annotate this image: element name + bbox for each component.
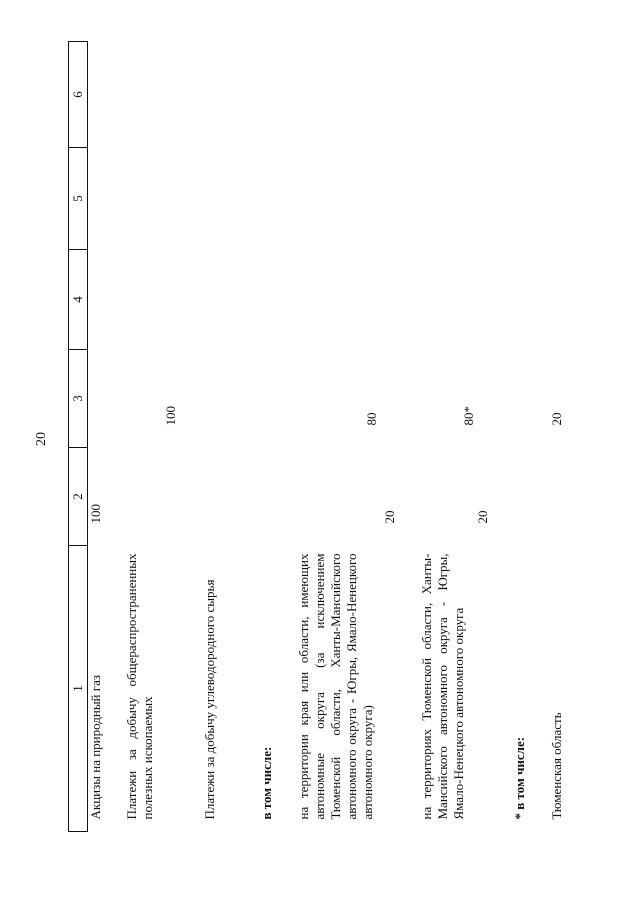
table-row [296, 42, 400, 832]
value-cell [88, 148, 106, 250]
value-cell [419, 148, 493, 250]
table-row [202, 42, 240, 832]
value-cell [88, 250, 106, 350]
row-label: Акцизы на природный газ [88, 674, 103, 820]
value-cell: 80* [461, 406, 476, 426]
value-cell [512, 350, 530, 448]
row-label: Платежи за добычу углеводородного сырья [202, 579, 217, 820]
row-label: на территории края или области, имеющих автономные округа (за исключением Тюменской области, Ханты-Мансийского автономного округа - Югры, Ямало-Ненецкого автономного округа) [296, 553, 375, 820]
col-header-3: 3 [69, 350, 88, 448]
value-cell [88, 42, 106, 148]
spacer-row [183, 42, 202, 832]
spacer-row [530, 42, 549, 832]
value-cell [124, 42, 183, 148]
table-row [549, 42, 567, 832]
value-cell [88, 350, 106, 448]
value-cell: 100 [163, 406, 178, 426]
page-number: 20 [34, 432, 49, 446]
table-row [512, 42, 530, 832]
table-row [88, 42, 106, 832]
header-row [69, 42, 88, 832]
value-cell [259, 42, 277, 148]
value-cell: 20 [475, 510, 490, 524]
col-header-4: 4 [69, 250, 88, 350]
value-cell [419, 250, 493, 350]
col-header-1: 1 [69, 546, 88, 832]
value-cell [202, 148, 240, 250]
table-row [124, 42, 183, 832]
value-cell [549, 448, 567, 546]
value-cell [259, 148, 277, 250]
value-cell [202, 448, 240, 546]
value-cell [202, 42, 240, 148]
table-row [419, 42, 493, 832]
row-label: * в том числе: [512, 736, 527, 820]
value-cell: 20 [382, 510, 397, 524]
value-cell: 20 [549, 412, 564, 426]
spacer-row [105, 42, 124, 832]
value-cell: 80 [364, 412, 379, 426]
value-cell [296, 250, 400, 350]
value-cell [296, 148, 400, 250]
value-cell [124, 250, 183, 350]
col-header-5: 5 [69, 148, 88, 250]
value-cell [259, 448, 277, 546]
table-row [259, 42, 277, 832]
row-label: в том числе: [259, 746, 274, 820]
value-cell [549, 148, 567, 250]
value-cell [419, 42, 493, 148]
col-header-2: 2 [69, 448, 88, 546]
col-header-6: 6 [69, 42, 88, 148]
budget-distribution-table [68, 41, 567, 832]
row-label: Платежи за добычу общераспространенных полезных ископаемых [124, 553, 155, 820]
value-cell [259, 350, 277, 448]
row-label: на территориях Тюменской области, Ханты-Мансийского автономного округа - Югры, Ямало-Ненецкого автономного округа [419, 553, 466, 820]
value-cell [549, 250, 567, 350]
value-cell [296, 42, 400, 148]
value-cell [512, 148, 530, 250]
value-cell [512, 42, 530, 148]
value-cell [512, 448, 530, 546]
value-cell [124, 148, 183, 250]
value-cell [549, 42, 567, 148]
rotated-table-page [68, 42, 608, 832]
value-cell [202, 250, 240, 350]
row-label: Тюменская область [549, 712, 564, 820]
value-cell [512, 250, 530, 350]
value-cell [124, 448, 183, 546]
value-cell [202, 350, 240, 448]
value-cell: 100 [88, 504, 103, 524]
spacer-row [400, 42, 419, 832]
spacer-row [493, 42, 512, 832]
spacer-row [240, 42, 259, 832]
spacer-row [277, 42, 296, 832]
value-cell [259, 250, 277, 350]
